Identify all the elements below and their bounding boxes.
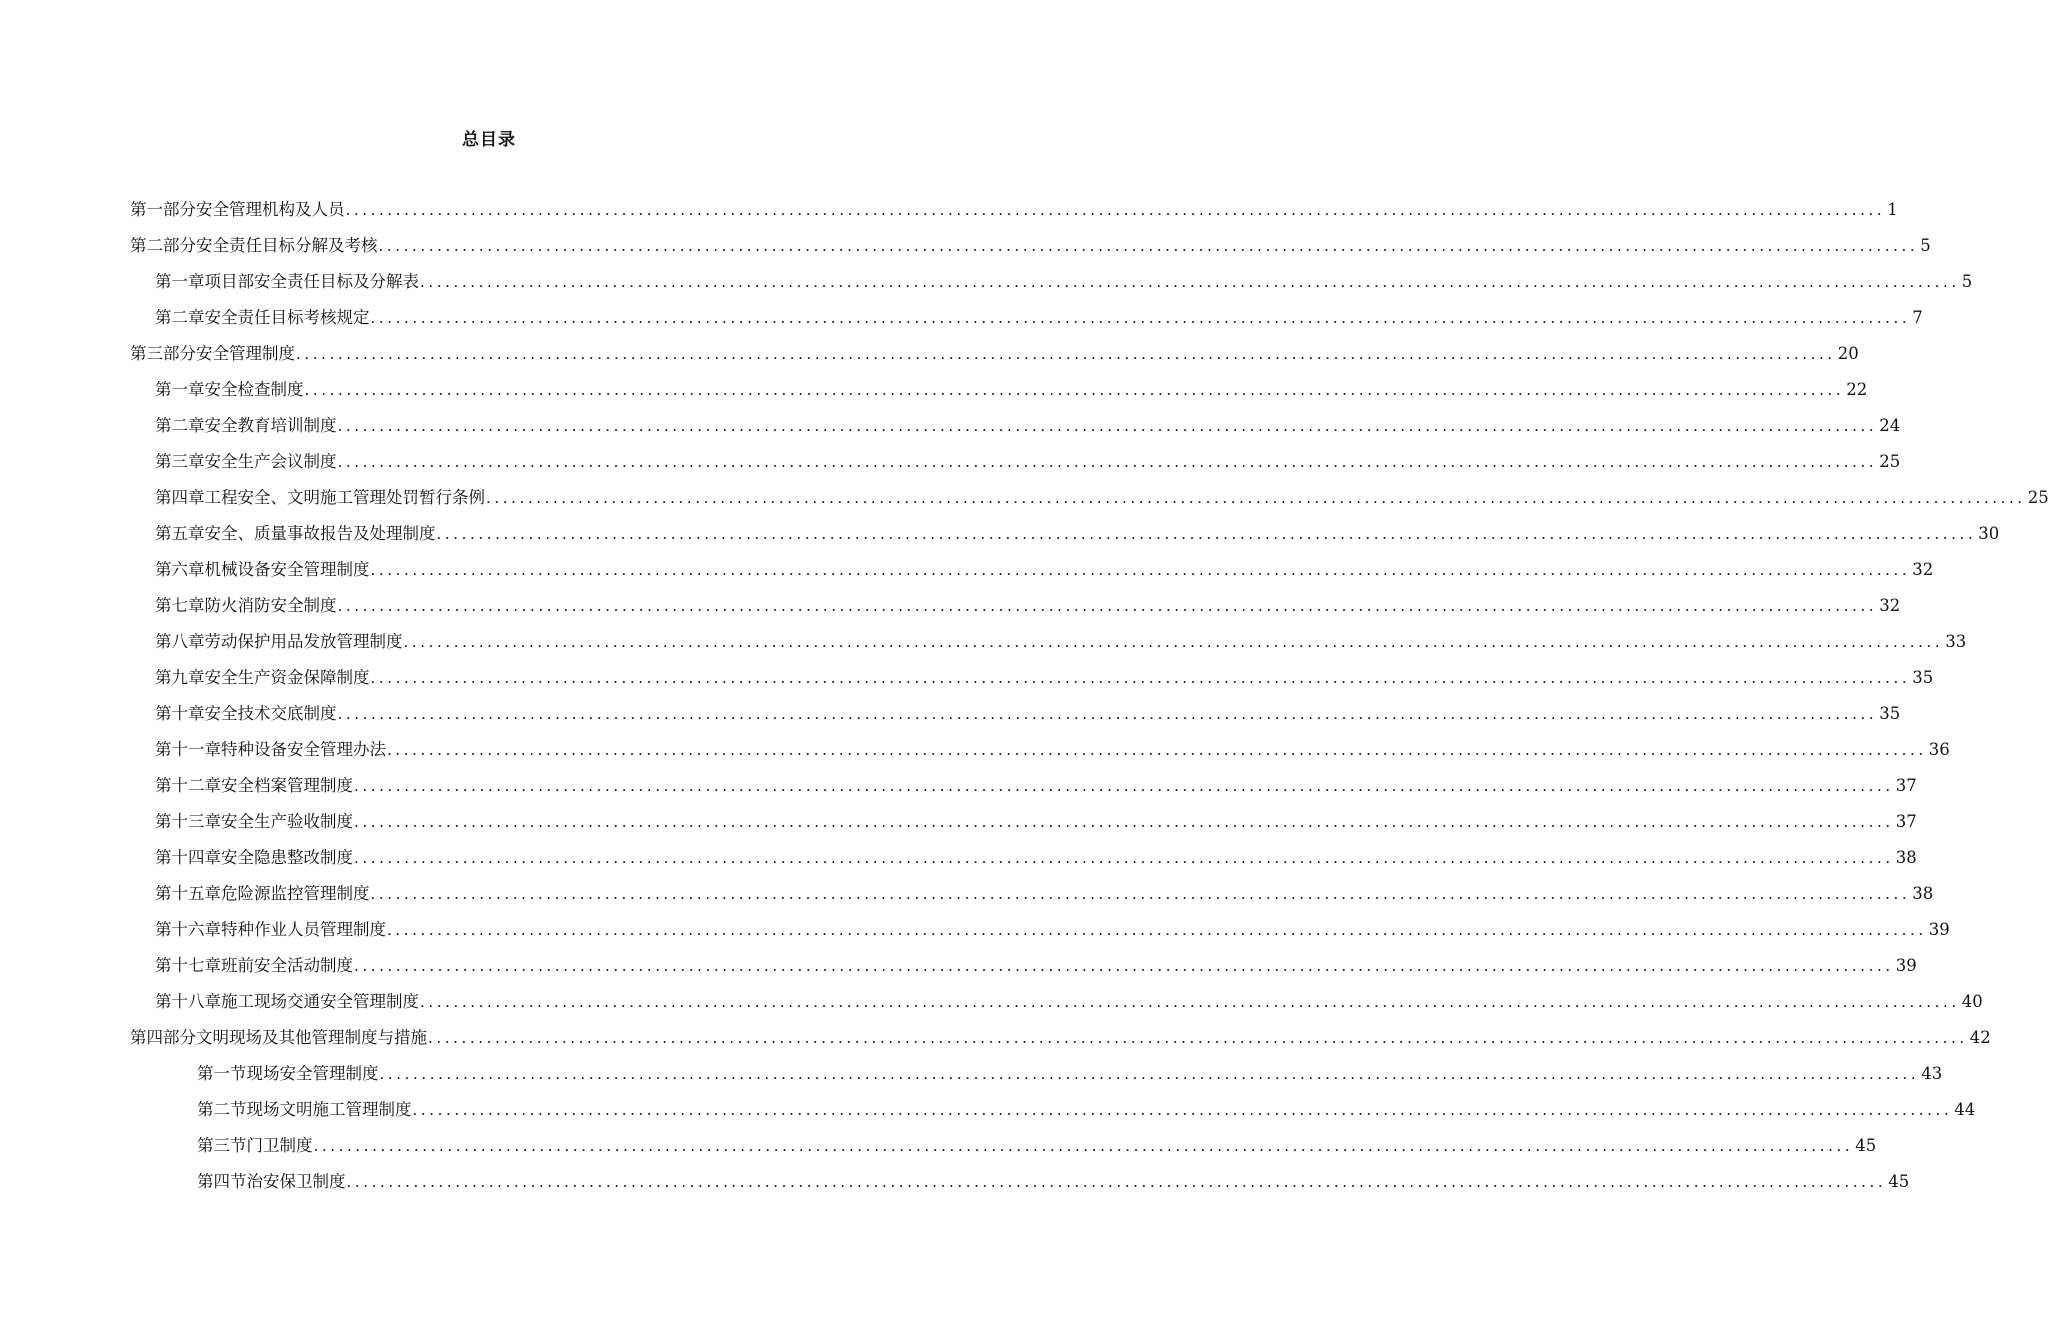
toc-page-number: 37 — [1895, 812, 1917, 831]
toc-leader-dots: ........................................................................................................................................................................................ — [313, 1137, 1854, 1155]
toc-entry-part-4[interactable] — [130, 1025, 1991, 1051]
toc-leader-dots: ........................................................................................................................................................................................ — [370, 561, 1911, 579]
toc-entry-part-1[interactable] — [130, 197, 1898, 223]
toc-entry-text: 治安保卫制度 — [246, 1172, 346, 1191]
toc-entry-label: 第八章 — [155, 632, 205, 651]
toc-page-number: 5 — [1920, 236, 1931, 255]
toc-leader-dots: ........................................................................................................................................................................................ — [420, 993, 1960, 1011]
toc-entry-chapter[interactable] — [155, 665, 1934, 691]
toc-page-number: 38 — [1895, 848, 1917, 867]
toc-leader-dots: ........................................................................................................................................................................................ — [370, 885, 1911, 903]
toc-entry-chapter[interactable] — [155, 953, 1917, 979]
toc-entry-label: 第三节 — [197, 1136, 247, 1155]
toc-page-number: 33 — [1945, 632, 1967, 651]
toc-page-number: 43 — [1921, 1064, 1943, 1083]
toc-entry-label: 第四节 — [197, 1172, 247, 1191]
toc-entry-text: 特种设备安全管理办法 — [221, 740, 386, 759]
toc-entry-text: 班前安全活动制度 — [221, 956, 353, 975]
toc-entry-label: 第一部分 — [130, 200, 196, 219]
toc-entry-part-2[interactable] — [130, 233, 1931, 259]
toc-entry-text: 危险源监控管理制度 — [221, 884, 370, 903]
toc-entry-label: 第二章 — [155, 416, 205, 435]
toc-entry-chapter[interactable] — [155, 377, 1868, 403]
toc-leader-dots: ........................................................................................................................................................................................ — [370, 669, 1911, 687]
toc-leader-dots: ........................................................................................................................................................................................ — [428, 1029, 1968, 1047]
toc-entry-label: 第十二章 — [155, 776, 221, 795]
toc-entry-text: 安全技术交底制度 — [204, 704, 337, 723]
toc-page-number: 35 — [1879, 704, 1901, 723]
toc-entry-chapter[interactable] — [155, 737, 1950, 763]
toc-entry-label: 第一章 — [155, 380, 205, 399]
toc-entry-label: 第十七章 — [155, 956, 221, 975]
toc-entry-label: 第三部分 — [130, 344, 196, 363]
toc-entry-text: 劳动保护用品发放管理制度 — [204, 632, 403, 651]
toc-leader-dots: ........................................................................................................................................................................................ — [403, 633, 1944, 651]
toc-leader-dots: ........................................................................................................................................................................................ — [354, 849, 1894, 867]
toc-entry-label: 第六章 — [155, 560, 205, 579]
toc-entry-part-3[interactable] — [130, 341, 1859, 367]
toc-entry-label: 第五章 — [155, 524, 205, 543]
toc-entry-text: 施工现场交通安全管理制度 — [221, 992, 419, 1011]
toc-entry-text: 安全生产验收制度 — [221, 812, 353, 831]
toc-entry-chapter[interactable] — [155, 413, 1901, 439]
toc-entry-chapter[interactable] — [155, 629, 1967, 655]
toc-page-number: 32 — [1879, 596, 1901, 615]
toc-leader-dots: ........................................................................................................................................................................................ — [296, 345, 1836, 363]
toc-page-number: 36 — [1928, 740, 1950, 759]
toc-leader-dots: ........................................................................................................................................................................................ — [378, 237, 1919, 255]
toc-entry-label: 第二部分 — [130, 236, 196, 255]
toc-entry-label: 第十八章 — [155, 992, 221, 1011]
toc-leader-dots: ........................................................................................................................................................................................ — [354, 777, 1894, 795]
toc-entry-chapter[interactable] — [155, 557, 1934, 583]
toc-page-number: 45 — [1888, 1172, 1910, 1191]
toc-entry-section[interactable] — [197, 1169, 1910, 1195]
toc-leader-dots: ........................................................................................................................................................................................ — [337, 417, 1878, 435]
toc-page-number: 39 — [1928, 920, 1950, 939]
toc-entry-label: 第十一章 — [155, 740, 221, 759]
toc-entry-label: 第十三章 — [155, 812, 221, 831]
toc-entry-chapter[interactable] — [155, 305, 1923, 331]
toc-leader-dots: ........................................................................................................................................................................................ — [345, 201, 1886, 219]
toc-title: 总目录 — [462, 130, 516, 150]
toc-page-number: 40 — [1961, 992, 1983, 1011]
toc-entry-chapter[interactable] — [155, 269, 1973, 295]
toc-page-number: 25 — [1879, 452, 1901, 471]
toc-leader-dots: ........................................................................................................................................................................................ — [354, 813, 1894, 831]
toc-leader-dots: ........................................................................................................................................................................................ — [387, 741, 1927, 759]
toc-entry-chapter[interactable] — [155, 917, 1950, 943]
toc-page-number: 38 — [1912, 884, 1934, 903]
toc-entry-label: 第九章 — [155, 668, 205, 687]
toc-leader-dots: ........................................................................................................................................................................................ — [486, 489, 2026, 507]
toc-entry-text: 文明现场及其他管理制度与措施 — [196, 1028, 427, 1047]
toc-entry-text: 安全档案管理制度 — [221, 776, 353, 795]
toc-page-number: 1 — [1887, 200, 1898, 219]
toc-page-number: 42 — [1969, 1028, 1991, 1047]
toc-entry-chapter[interactable] — [155, 881, 1934, 907]
toc-entry-chapter[interactable] — [155, 809, 1917, 835]
toc-entry-label: 第二节 — [197, 1100, 247, 1119]
toc-entry-chapter[interactable] — [155, 989, 1983, 1015]
toc-entry-text: 门卫制度 — [246, 1136, 313, 1155]
toc-entry-text: 特种作业人员管理制度 — [221, 920, 386, 939]
toc-leader-dots: ........................................................................................................................................................................................ — [379, 1065, 1920, 1083]
toc-entry-chapter[interactable] — [155, 773, 1917, 799]
toc-entry-text: 项目部安全责任目标及分解表 — [204, 272, 419, 291]
toc-entry-section[interactable] — [197, 1097, 1976, 1123]
toc-entry-label: 第十五章 — [155, 884, 221, 903]
toc-entry-text: 现场安全管理制度 — [246, 1064, 379, 1083]
toc-entry-section[interactable] — [197, 1133, 1877, 1159]
toc-entry-label: 第三章 — [155, 452, 205, 471]
toc-entry-section[interactable] — [197, 1061, 1943, 1087]
toc-leader-dots: ........................................................................................................................................................................................ — [346, 1173, 1887, 1191]
toc-entry-text: 安全生产资金保障制度 — [204, 668, 370, 687]
toc-entry-text: 安全、质量事故报告及处理制度 — [204, 524, 436, 543]
toc-entry-text: 防火消防安全制度 — [204, 596, 337, 615]
toc-leader-dots: ........................................................................................................................................................................................ — [436, 525, 1977, 543]
toc-page-number: 35 — [1912, 668, 1934, 687]
toc-page-number: 20 — [1837, 344, 1859, 363]
toc-leader-dots: ........................................................................................................................................................................................ — [420, 273, 1960, 291]
toc-entry-text: 现场文明施工管理制度 — [246, 1100, 412, 1119]
toc-entry-label: 第十六章 — [155, 920, 221, 939]
toc-entry-label: 第十四章 — [155, 848, 221, 867]
toc-entry-label: 第四章 — [155, 488, 205, 507]
toc-page-number: 30 — [1978, 524, 2000, 543]
toc-entry-text: 安全检查制度 — [204, 380, 304, 399]
toc-entry-label: 第七章 — [155, 596, 205, 615]
toc-entry-chapter[interactable] — [155, 485, 2049, 511]
toc-entry-label: 第二章 — [155, 308, 205, 327]
toc-entry-text: 安全隐患整改制度 — [221, 848, 353, 867]
toc-entry-chapter[interactable] — [155, 521, 2000, 547]
toc-leader-dots: ........................................................................................................................................................................................ — [387, 921, 1927, 939]
toc-entry-text: 安全责任目标考核规定 — [204, 308, 370, 327]
toc-page-number: 24 — [1879, 416, 1901, 435]
toc-entry-text: 安全管理机构及人员 — [196, 200, 345, 219]
toc-leader-dots: ........................................................................................................................................................................................ — [337, 705, 1878, 723]
toc-entry-text: 工程安全、文明施工管理处罚暂行条例 — [204, 488, 485, 507]
toc-entry-text: 安全生产会议制度 — [204, 452, 337, 471]
toc-entry-chapter[interactable] — [155, 593, 1901, 619]
toc-entry-label: 第十章 — [155, 704, 205, 723]
toc-leader-dots: ........................................................................................................................................................................................ — [412, 1101, 1953, 1119]
toc-page-number: 7 — [1912, 308, 1923, 327]
toc-entry-text: 安全管理制度 — [196, 344, 295, 363]
toc-page-number: 37 — [1895, 776, 1917, 795]
toc-entry-label: 第一章 — [155, 272, 205, 291]
toc-page-number: 5 — [1961, 272, 1973, 291]
toc-page-number: 45 — [1855, 1136, 1877, 1155]
toc-leader-dots: ........................................................................................................................................................................................ — [337, 597, 1878, 615]
toc-page-number: 25 — [2027, 488, 2049, 507]
toc-leader-dots: ........................................................................................................................................................................................ — [354, 957, 1894, 975]
toc-entry-text: 安全教育培训制度 — [204, 416, 337, 435]
toc-page-number: 44 — [1954, 1100, 1976, 1119]
toc-leader-dots: ........................................................................................................................................................................................ — [304, 381, 1845, 399]
toc-entry-label: 第四部分 — [130, 1028, 196, 1047]
toc-page-number: 39 — [1895, 956, 1917, 975]
toc-entry-chapter[interactable] — [155, 701, 1901, 727]
toc-page-number: 32 — [1912, 560, 1934, 579]
toc-page-number: 22 — [1846, 380, 1868, 399]
toc-entry-text: 安全责任目标分解及考核 — [196, 236, 378, 255]
toc-entry-text: 机械设备安全管理制度 — [204, 560, 370, 579]
toc-entry-chapter[interactable] — [155, 449, 1901, 475]
toc-entry-chapter[interactable] — [155, 845, 1917, 871]
toc-leader-dots: ........................................................................................................................................................................................ — [337, 453, 1878, 471]
toc-entry-label: 第一节 — [197, 1064, 247, 1083]
toc-leader-dots: ........................................................................................................................................................................................ — [370, 309, 1911, 327]
